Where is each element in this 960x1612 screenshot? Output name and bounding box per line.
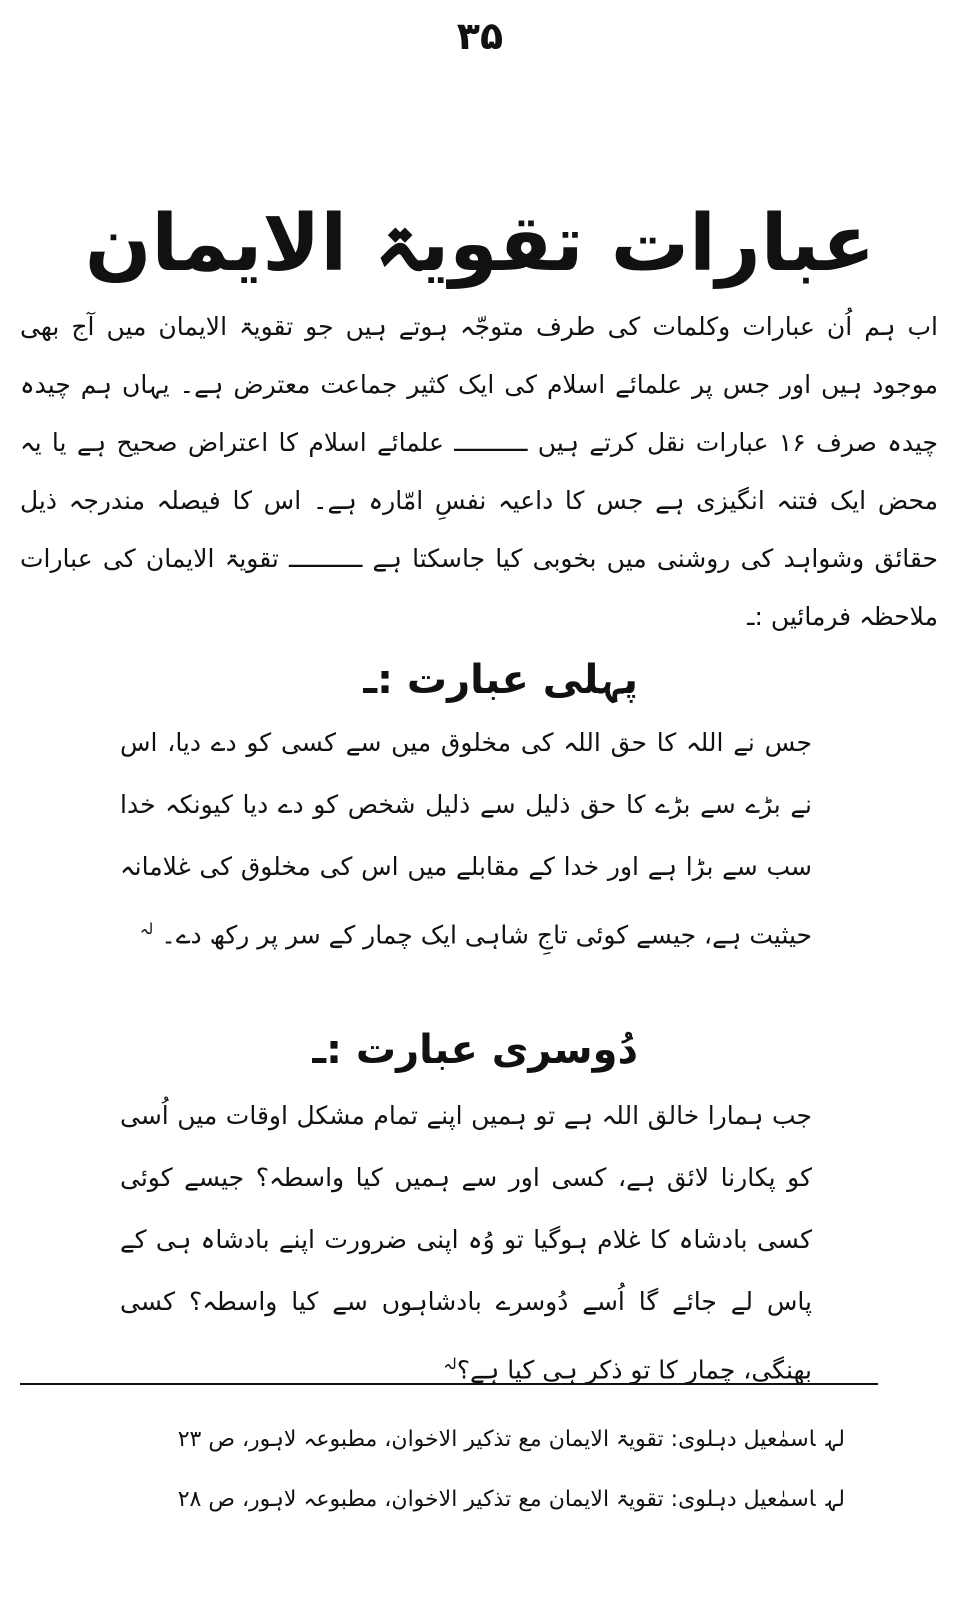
- section-text-first: [120, 712, 812, 966]
- section-text-first-body: جس نے اللہ کا حق اللہ کی مخلوق میں سے کسی کو دے دیا، اس نے بڑے سے بڑے کا حق ذلیل سے ذلیل شخص کو دے دیا کیونکہ خدا سب سے بڑا ہے اور خدا کے مقابلے میں اس کی مخلوق کی غلامانہ حیثیت ہے، جیسے کوئی تاجِ شاہی ایک چمار کے سر پر رکھ دے۔: [120, 728, 812, 950]
- footnotes: [140, 1410, 845, 1530]
- footnote-number: لہ: [825, 1427, 845, 1452]
- intro-paragraph: اب ہم اُن عبارات وکلمات کی طرف متوجّہ ہوتے ہیں جو تقویۃ الایمان میں آج بھی موجود ہیں اور جس پر علمائے اسلام کی ایک کثیر جماعت معترض ہے۔ یہاں ہم چیدہ چیدہ صرف ۱۶ عبارات نقل کرتے ہیں ــــــــــ علمائے اسلام کا اعتراض صحیح ہے یا یہ محض ایک فتنہ انگیزی ہے جس کا داعیہ نفسِ امّارہ ہے۔ اس کا فیصلہ مندرجہ ذیل حقائق وشواہد کی روشنی میں بخوبی کیا جاسکتا ہے ــــــــــ تقویۃ الایمان کی عبارات ملاحظہ فرمائیں :ـ: [20, 312, 938, 631]
- section-text-second: [120, 1085, 812, 1401]
- section-text-second-body: جب ہمارا خالق اللہ ہے تو ہمیں اپنے تمام مشکل اوقات میں اُسی کو پکارنا لائق ہے، کسی اور سے ہمیں کیا واسطہ؟ جیسے کوئی کسی بادشاہ کا غلام ہوگیا تو وُہ اپنی ضرورت اپنے بادشاہ ہی کے پاس لے جائے گا اُسے دُوسرے بادشاہوں سے کیا واسطہ؟ کسی بھنگی، چمار کا تو ذکر ہی کیا ہے؟: [120, 1101, 812, 1385]
- section-heading-second: دُوسری عبارت :ـ: [312, 1027, 638, 1073]
- page-number: ۳۵: [456, 14, 504, 58]
- footnote-mark-first: لہ: [139, 920, 154, 938]
- footnote-text: اسمٰعیل دہلوی: تقویۃ الایمان مع تذکیر الاخوان، مطبوعہ لاہور، ص ۲۸: [177, 1487, 816, 1512]
- footnote-mark-second: لہ: [443, 1355, 457, 1373]
- footnote-item: [140, 1470, 845, 1530]
- page-title: عبارات تقویۃ الایمان: [84, 199, 876, 290]
- footnote-text: اسمٰعیل دہلوی: تقویۃ الایمان مع تذکیر الاخوان، مطبوعہ لاہور، ص ۲۳: [177, 1427, 816, 1452]
- section-heading-first: پہلی عبارت :ـ: [363, 657, 638, 703]
- footnote-item: [140, 1410, 845, 1470]
- footnote-divider: [20, 1383, 878, 1385]
- footnote-number: لہ: [825, 1487, 845, 1512]
